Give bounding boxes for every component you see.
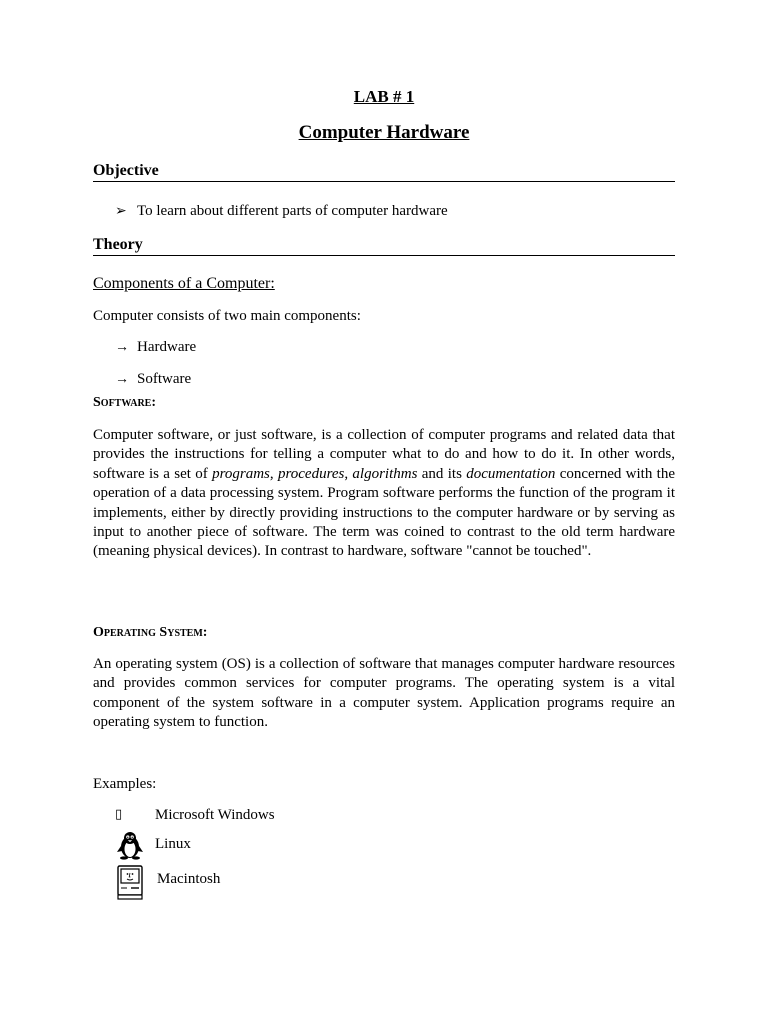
term-documentation: documentation (466, 465, 556, 482)
page-title: Computer Hardware (298, 122, 470, 143)
arrow-bullet-icon: → (115, 371, 129, 387)
list-item (115, 371, 191, 388)
components-intro: Computer consists of two main components: (93, 308, 361, 324)
example-linux: Linux (155, 836, 191, 852)
theory-heading: Theory (93, 236, 675, 256)
list-item (115, 339, 196, 356)
objective-text: To learn about different parts of computer hardware (137, 203, 448, 219)
arrow-bullet-icon: → (115, 339, 129, 355)
software-para-part1: Computer software, or just software, is a collection of computer programs and related data that provides the instructions for telling a computer what to do and how to do it. In other words, software is a set of (93, 427, 675, 482)
components-subheading: Components of a Computer: (93, 275, 275, 292)
list-item (115, 830, 515, 862)
objective-bullet (115, 203, 448, 220)
separator: and its (417, 465, 467, 482)
windows-logo-icon: ▯ (115, 807, 123, 822)
os-heading: Operating System: (93, 625, 208, 640)
separator: , (269, 465, 278, 482)
software-heading: Software: (93, 395, 157, 410)
example-macintosh: Macintosh (157, 871, 221, 887)
term-programs: programs (212, 465, 270, 482)
example-windows: Microsoft Windows (155, 807, 275, 823)
tux-penguin-icon (115, 830, 145, 860)
arrowhead-bullet-icon: ➢ (115, 204, 127, 219)
term-procedures: procedures (277, 465, 345, 482)
examples-label: Examples: (93, 776, 157, 792)
objective-heading: Objective (93, 162, 675, 182)
os-paragraph: An operating system (OS) is a collection of software that manages computer hardware resources and provides common services for computer programs. The operating system is a vital component of the system software in a computer system. Application programs require an operating system to function. (93, 656, 675, 731)
classic-mac-icon (117, 865, 143, 900)
component-software: Software (137, 371, 192, 387)
lab-number-title: LAB # 1 (353, 87, 415, 106)
software-paragraph (93, 426, 675, 562)
component-hardware: Hardware (137, 339, 197, 355)
software-para-part2: concerned with the operation of a data processing system. Program software performs the function of the program it implements, either by directly providing instructions to the computer hardware or by serving as input to another piece of software. The term was coined to contrast to the old term hardware (meaning physical devices). In contrast to hardware, software "cannot be touched". (93, 465, 675, 560)
list-item (115, 807, 515, 827)
separator: , (344, 465, 353, 482)
list-item (115, 865, 515, 901)
term-algorithms: algorithms (352, 465, 418, 482)
